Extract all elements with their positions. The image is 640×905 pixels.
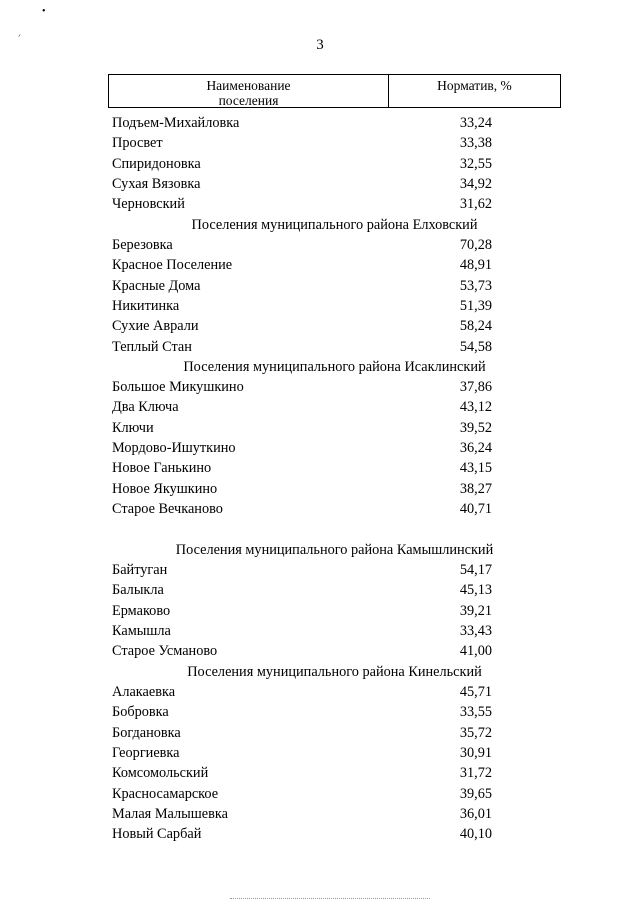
table-row: [112, 499, 492, 519]
table-row: [112, 601, 492, 621]
settlement-name: Новый Сарбай: [112, 826, 202, 843]
table-row: [112, 174, 492, 194]
table-row: [112, 397, 492, 417]
settlement-name: Подъем-Михайловка: [112, 115, 240, 131]
table-row: [112, 702, 492, 722]
norm-value: 32,55: [459, 155, 492, 172]
table-row: [112, 316, 492, 336]
header-name-line2: поселения: [218, 93, 279, 108]
page-number: 3: [316, 37, 324, 53]
settlement-name: Березовка: [112, 237, 173, 253]
settlement-name: Старое Вечканово: [112, 500, 223, 517]
table-row: [112, 154, 492, 174]
norm-value: 39,21: [459, 602, 492, 619]
norm-value: 54,58: [459, 338, 492, 355]
norm-value: 36,24: [459, 439, 492, 456]
table-header: [108, 74, 561, 108]
table-row: [112, 438, 492, 458]
norm-value: 39,65: [459, 785, 492, 802]
table-row: [112, 133, 492, 153]
norm-value: 70,28: [459, 237, 492, 253]
settlement-name: Спиридоновка: [112, 155, 201, 172]
settlement-name: Георгиевка: [112, 744, 180, 761]
table-row: [112, 743, 492, 763]
table-row: [112, 824, 492, 844]
table-row: [112, 418, 492, 438]
settlement-name: Ключи: [112, 419, 154, 436]
table-row: [112, 235, 492, 255]
table-row: [112, 580, 492, 600]
table-row: [112, 641, 492, 661]
settlement-name: Малая Малышевка: [112, 805, 228, 822]
norm-value: 33,24: [459, 115, 492, 131]
section-title: Поселения муниципального района Камышлинский: [175, 542, 494, 558]
settlement-name: Новое Ганькино: [112, 460, 212, 477]
settlement-name: Черновский: [112, 196, 185, 213]
settlement-name: Бобровка: [112, 704, 169, 721]
table-row: [112, 458, 492, 478]
norm-value: 40,71: [459, 500, 492, 517]
settlement-name: Богдановка: [112, 724, 181, 741]
table-row: [112, 113, 492, 133]
table-row: [112, 194, 492, 214]
norm-value: 58,24: [459, 318, 492, 335]
table-row: [112, 296, 492, 316]
settlement-name: Просвет: [112, 135, 163, 152]
norm-value: 43,12: [459, 399, 492, 416]
settlement-name: Байтуган: [112, 562, 168, 578]
norm-value: 38,27: [459, 480, 492, 497]
norm-value: 45,71: [459, 684, 492, 700]
settlement-name: Старое Усманово: [112, 643, 218, 660]
settlement-name: Сухая Вязовка: [112, 175, 201, 192]
norm-value: 45,13: [459, 582, 492, 599]
norm-value: 31,72: [459, 765, 492, 782]
norm-value: 43,15: [459, 460, 492, 477]
section-title: Поселения муниципального района Елховский: [191, 217, 478, 233]
settlement-name: Мордово-Ишуткино: [112, 439, 236, 456]
table-row: [112, 784, 492, 804]
settlement-name: Комсомольский: [112, 765, 209, 782]
section-title: Поселения муниципального района Исаклинский: [183, 359, 486, 375]
settlement-name: Никитинка: [112, 297, 180, 314]
settlement-name: Красносамарское: [112, 785, 219, 802]
settlement-name: Сухие Аврали: [112, 318, 199, 335]
settlement-name: Новое Якушкино: [112, 480, 218, 497]
norm-value: 54,17: [459, 562, 492, 578]
table-row: [112, 723, 492, 743]
norm-value: 36,01: [459, 805, 492, 822]
norm-value: 51,39: [459, 297, 492, 314]
norm-value: 48,91: [459, 257, 492, 274]
table-row: [112, 682, 492, 702]
header-settlement-name: [109, 75, 389, 107]
norm-value: 39,52: [459, 419, 492, 436]
settlement-name: Теплый Стан: [112, 338, 192, 355]
settlement-name: Алакаевка: [112, 684, 176, 700]
norm-value: 30,91: [459, 744, 492, 761]
header-name-line1: Наименование: [206, 78, 291, 93]
settlement-name: Большое Микушкино: [112, 379, 244, 395]
norm-value: 35,72: [459, 724, 492, 741]
norm-value: 33,38: [459, 135, 492, 152]
norm-value: 41,00: [459, 643, 492, 660]
settlement-name: Ермаково: [112, 602, 171, 619]
scan-dot: •: [42, 6, 46, 17]
table-row: [112, 804, 492, 824]
table-row: [112, 560, 492, 580]
table-row: [112, 276, 492, 296]
table-row: [112, 621, 492, 641]
table-row: [112, 255, 492, 275]
settlement-name: Красные Дома: [112, 277, 201, 294]
norm-value: 33,43: [459, 622, 492, 639]
scan-bottom-edge: [230, 898, 430, 900]
norm-value: 53,73: [459, 277, 492, 294]
section-title: Поселения муниципального района Кинельский: [187, 664, 482, 680]
header-norm: Норматив, %: [437, 78, 512, 93]
settlement-name: Камышла: [112, 622, 171, 639]
table-row: [112, 479, 492, 499]
norm-value: 40,10: [459, 826, 492, 843]
norm-value: 31,62: [459, 196, 492, 213]
table-row: [112, 377, 492, 397]
scan-mark: ׳: [18, 32, 21, 43]
norm-value: 37,86: [459, 379, 492, 395]
norm-value: 33,55: [459, 704, 492, 721]
table-row: [112, 337, 492, 357]
settlement-name: Два Ключа: [112, 399, 179, 416]
settlement-name: Красное Поселение: [112, 257, 233, 274]
norm-value: 34,92: [459, 175, 492, 192]
table-row: [112, 763, 492, 783]
settlement-name: Балыкла: [112, 582, 164, 599]
